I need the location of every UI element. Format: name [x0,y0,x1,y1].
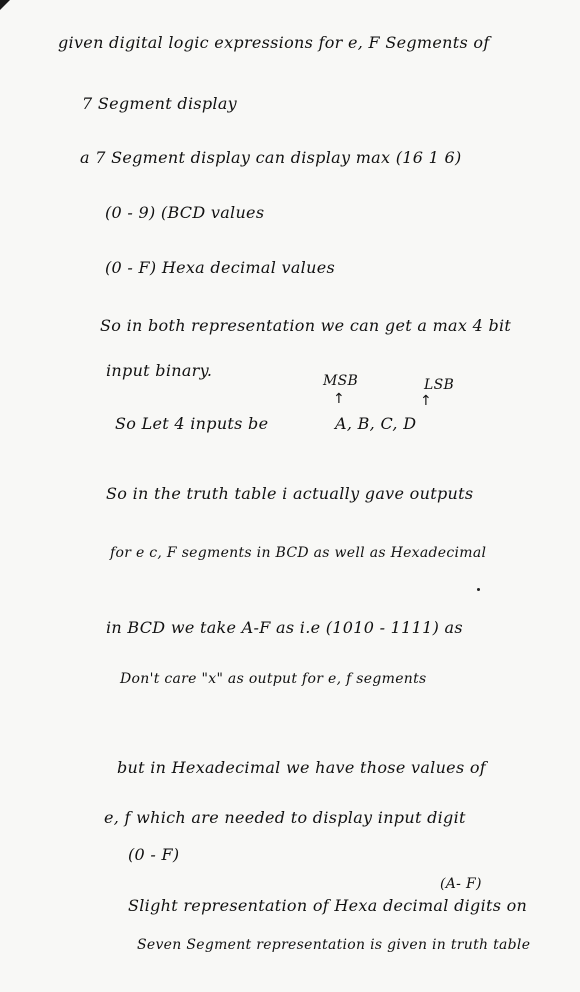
line-seven-segment-truth-table: Seven Segment representation is given in truth table [137,937,531,953]
line-hexadecimal-values: but in Hexadecimal we have those values of [117,758,486,777]
line-seven-segment: 7 Segment display [82,94,238,113]
line-intro: given digital logic expressions for e, F Segments of [58,33,490,52]
line-input-binary: input binary. [106,361,213,380]
line-needed-display: e, f which are needed to display input digit [104,808,466,827]
lsb-label: LSB [424,377,455,393]
line-hex-range: (0 - F) Hexa decimal values [105,258,335,277]
inputs-abcd: A, B, C, D [335,414,417,433]
line-range-0-f: (0 - F) [128,845,180,864]
ink-dot [477,588,480,591]
line-bcd-range: (0 - 9) (BCD values [105,203,265,222]
page-corner-shadow [0,0,10,10]
msb-arrow-icon: ↑ [333,391,345,407]
msb-label: MSB [323,373,359,389]
line-truth-table: So in the truth table i actually gave outputs [106,484,474,503]
lsb-arrow-icon: ↑ [420,393,432,409]
line-bcd-dont-care: in BCD we take A-F as i.e (1010 - 1111) as [106,618,463,637]
line-slight-representation: Slight representation of Hexa decimal digits on [128,896,528,915]
line-both-representation: So in both representation we can get a max 4 bit [100,316,512,335]
line-max-display: a 7 Segment display can display max (16 1 6) [80,148,462,167]
line-segments-bcd-hex: for e c, F segments in BCD as well as Hexadecimal [110,545,487,561]
line-let-inputs: So Let 4 inputs be [115,414,269,433]
line-range-a-f: (A- F) [440,876,482,892]
line-dont-care-output: Don't care "x" as output for e, f segments [120,671,427,687]
